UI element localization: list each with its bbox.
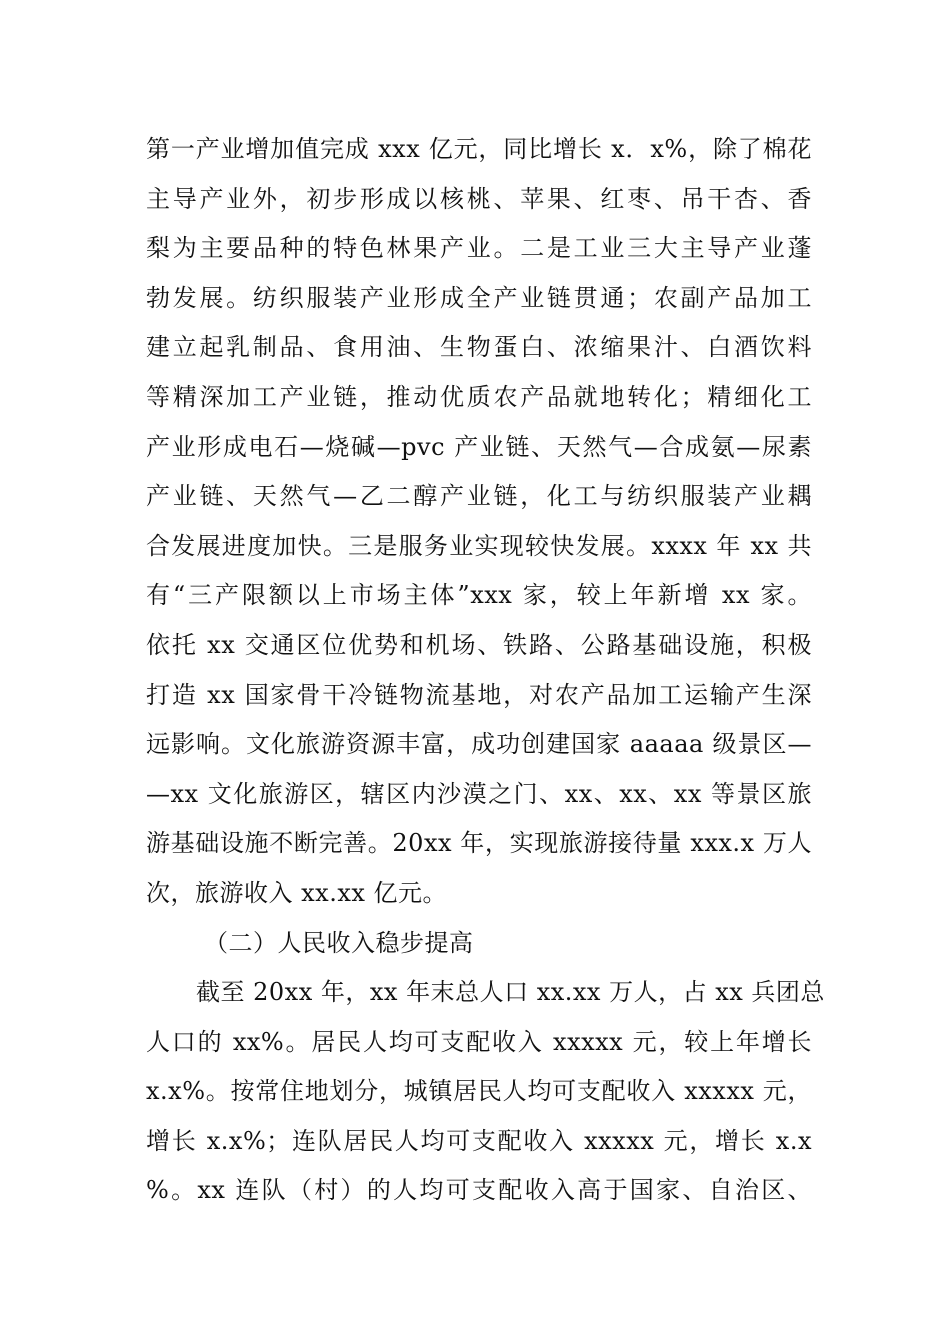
paragraph-line: 远影响。文化旅游资源丰富，成功创建国家 aaaaa 级景区— (146, 730, 812, 759)
paragraph-line: 梨为主要品种的特色林果产业。二是工业三大主导产业蓬 (146, 234, 812, 263)
paragraph-line: 主导产业外，初步形成以核桃、苹果、红枣、吊干杏、香 (146, 184, 812, 213)
paragraph-line: 等精深加工产业链，推动优质农产品就地转化；精细化工 (146, 382, 812, 411)
paragraph-line: 有“三产限额以上市场主体”xxx 家，较上年新增 xx 家。 (146, 581, 812, 610)
paragraph-line: 截至 20xx 年，xx 年末总人口 xx.xx 万人，占 xx 兵团总 (196, 978, 825, 1007)
section-heading: （二）人民收入稳步提高 (204, 928, 474, 957)
paragraph-line: 人口的 xx%。居民人均可支配收入 xxxxx 元，较上年增长 (146, 1027, 812, 1056)
paragraph-line: 打造 xx 国家骨干冷链物流基地，对农产品加工运输产生深 (146, 680, 812, 709)
paragraph-line: 建立起乳制品、食用油、生物蛋白、浓缩果汁、白酒饮料 (146, 333, 812, 362)
paragraph-line: 增长 x.x%；连队居民人均可支配收入 xxxxx 元，增长 x.x (146, 1126, 812, 1155)
paragraph-line: 游基础设施不断完善。20xx 年，实现旅游接待量 xxx.x 万人 (146, 829, 812, 858)
paragraph-line: 第一产业增加值完成 xxx 亿元，同比增长 x．x%，除了棉花 (146, 135, 812, 163)
paragraph-line: 勃发展。纺织服装产业形成全产业链贯通；农副产品加工 (146, 283, 812, 312)
document-body (146, 125, 825, 1216)
paragraph-line: —xx 文化旅游区，辖区内沙漠之门、xx、xx、xx 等景区旅 (146, 779, 812, 808)
paragraph-line: 产业形成电石—烧碱—pvc 产业链、天然气—合成氨—尿素 (146, 432, 812, 461)
paragraph-line: %。xx 连队（村）的人均可支配收入高于国家、自治区、 (146, 1176, 812, 1205)
paragraph-line: x.x%。按常住地划分，城镇居民人均可支配收入 xxxxx 元， (146, 1077, 812, 1106)
paragraph-line: 产业链、天然气—乙二醇产业链，化工与纺织服装产业耦 (146, 482, 812, 511)
paragraph-line: 依托 xx 交通区位优势和机场、铁路、公路基础设施，积极 (146, 630, 812, 659)
paragraph-line: 次，旅游收入 xx.xx 亿元。 (146, 878, 448, 907)
paragraph-line: 合发展进度加快。三是服务业实现较快发展。xxxx 年 xx 共 (146, 531, 812, 560)
